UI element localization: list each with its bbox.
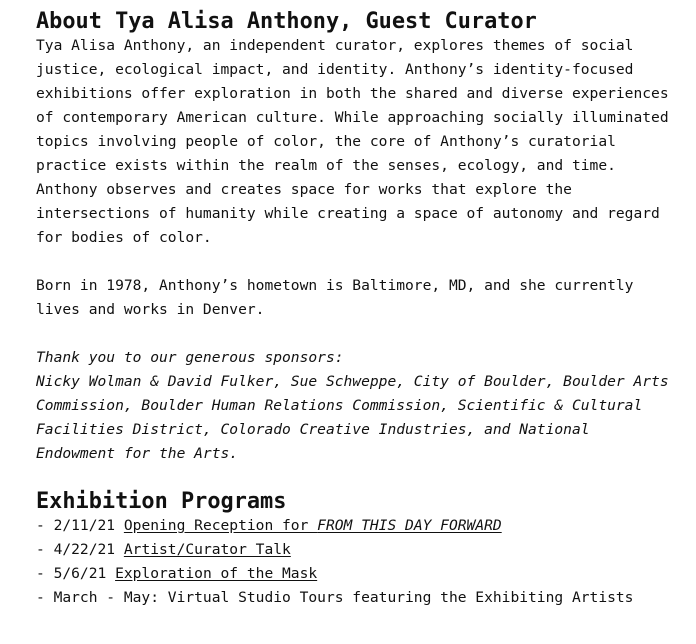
- sponsors-intro: Thank you to our generous sponsors:: [36, 349, 344, 366]
- program-item-opening-reception: [36, 514, 676, 538]
- program-date: - 2/11/21: [36, 517, 124, 534]
- curator-bio: Tya Alisa Anthony, an independent curator, explores themes of social justice, ecological impact, and identity. Anthony’s identity-focused exhibitions offer exploration in both the shared and diverse experiences of contemporary American culture. While approaching socially illuminated topics involving people of color, the core of Anthony’s curatorial practice exists within the realm of the senses, ecology, and time. Anthony observes and creates space for works that explore the intersections of humanity while creating a space of autonomy and regard for bodies of color.: [36, 37, 669, 246]
- program-date: - 5/6/21: [36, 565, 116, 582]
- programs-list: [36, 514, 676, 610]
- program-item-exploration-mask: [36, 562, 676, 586]
- exploration-of-the-mask-link[interactable]: Exploration of the Mask: [115, 565, 318, 582]
- artist-curator-talk-link[interactable]: Artist/Curator Talk: [123, 541, 291, 558]
- curator-hometown: Born in 1978, Anthony’s hometown is Baltimore, MD, and she currently lives and works in Denver.: [36, 277, 634, 318]
- curator-heading: About Tya Alisa Anthony, Guest Curator: [36, 9, 537, 34]
- opening-reception-link[interactable]: [124, 517, 502, 534]
- program-text: - March - May: Virtual Studio Tours featuring the Exhibiting Artists: [36, 589, 634, 606]
- program-item-virtual-studio-tours: [36, 586, 676, 610]
- program-item-artist-curator-talk: [36, 538, 676, 562]
- sponsors-list: Nicky Wolman & David Fulker, Sue Schweppe, City of Boulder, Boulder Arts Commission, Boulder Human Relations Commission, Scientific & Cultural Facilities District, Colorado Creative Industries, and National Endowment for the Arts.: [36, 373, 669, 462]
- link-text: Opening Reception for: [123, 517, 318, 534]
- program-date: - 4/22/21: [36, 541, 124, 558]
- exhibition-title: FROM THIS DAY FORWARD: [317, 517, 502, 534]
- programs-heading: Exhibition Programs: [36, 489, 287, 514]
- page-content: [36, 10, 676, 610]
